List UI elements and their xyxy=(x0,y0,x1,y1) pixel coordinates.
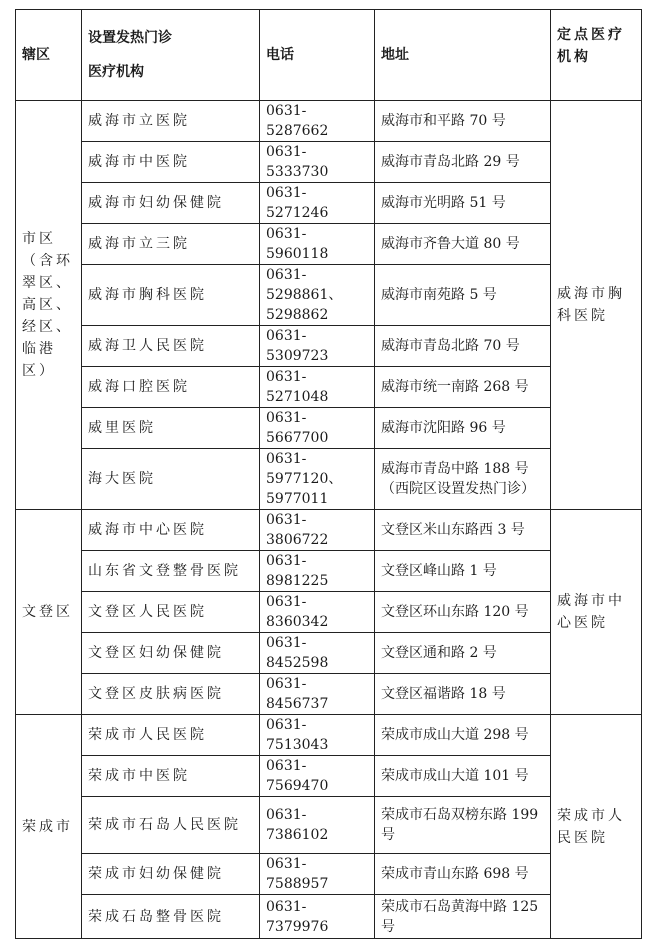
institution-cell: 威海口腔医院 xyxy=(82,367,260,408)
address-cell: 文登区福谐路 18 号 xyxy=(375,674,551,715)
institution-cell: 荣成市妇幼保健院 xyxy=(82,854,260,895)
address-cell: 荣成市成山大道 298 号 xyxy=(375,715,551,756)
phone-cell: 0631-5977120、5977011 xyxy=(260,449,375,510)
district-cell: 荣成市 xyxy=(16,715,82,939)
address-cell: 威海市光明路 51 号 xyxy=(375,183,551,224)
fever-clinic-table xyxy=(15,9,642,939)
phone-cell: 0631-5309723 xyxy=(260,326,375,367)
phone-cell: 0631-7379976 xyxy=(260,895,375,939)
institution-cell: 威海市立三院 xyxy=(82,224,260,265)
table-row xyxy=(16,449,642,510)
header-institution-line2: 医疗机构 xyxy=(88,64,144,80)
address-cell: 威海市青岛北路 29 号 xyxy=(375,142,551,183)
phone-cell: 0631-5333730 xyxy=(260,142,375,183)
header-district: 辖区 xyxy=(16,10,82,101)
table-row xyxy=(16,326,642,367)
institution-cell: 威里医院 xyxy=(82,408,260,449)
phone-cell: 0631-5298861、5298862 xyxy=(260,265,375,326)
institution-cell: 山东省文登整骨医院 xyxy=(82,551,260,592)
institution-cell: 威海卫人民医院 xyxy=(82,326,260,367)
phone-cell: 0631-5271246 xyxy=(260,183,375,224)
table-row xyxy=(16,510,642,551)
address-cell: 荣成市青山东路 698 号 xyxy=(375,854,551,895)
header-designated: 定点医疗机构 xyxy=(551,10,642,101)
header-address: 地址 xyxy=(375,10,551,101)
address-cell: 威海市齐鲁大道 80 号 xyxy=(375,224,551,265)
phone-cell: 0631-7513043 xyxy=(260,715,375,756)
address-cell: 文登区米山东路西 3 号 xyxy=(375,510,551,551)
phone-cell: 0631-8981225 xyxy=(260,551,375,592)
institution-cell: 荣成市人民医院 xyxy=(82,715,260,756)
address-cell: 荣成市石岛黄海中路 125 号 xyxy=(375,895,551,939)
institution-cell: 荣成市中医院 xyxy=(82,756,260,797)
table-row xyxy=(16,101,642,142)
phone-cell: 0631-7588957 xyxy=(260,854,375,895)
designated-cell: 荣成市人民医院 xyxy=(551,715,642,939)
table-row xyxy=(16,674,642,715)
table-row xyxy=(16,183,642,224)
table-row xyxy=(16,551,642,592)
institution-cell: 荣成市石岛人民医院 xyxy=(82,797,260,854)
table-row xyxy=(16,142,642,183)
phone-cell: 0631-5667700 xyxy=(260,408,375,449)
table-row xyxy=(16,756,642,797)
phone-cell: 0631-3806722 xyxy=(260,510,375,551)
header-phone: 电话 xyxy=(260,10,375,101)
designated-cell: 威海市胸科医院 xyxy=(551,101,642,510)
institution-cell: 威海市中医院 xyxy=(82,142,260,183)
phone-cell: 0631-7386102 xyxy=(260,797,375,854)
designated-cell: 威海市中心医院 xyxy=(551,510,642,715)
phone-cell: 0631-8456737 xyxy=(260,674,375,715)
table-row xyxy=(16,224,642,265)
institution-cell: 文登区人民医院 xyxy=(82,592,260,633)
institution-cell: 文登区妇幼保健院 xyxy=(82,633,260,674)
table-row xyxy=(16,265,642,326)
institution-cell: 威海市妇幼保健院 xyxy=(82,183,260,224)
institution-cell: 荣成石岛整骨医院 xyxy=(82,895,260,939)
address-cell: 威海市统一南路 268 号 xyxy=(375,367,551,408)
institution-cell: 威海市胸科医院 xyxy=(82,265,260,326)
table-row xyxy=(16,797,642,854)
institution-cell: 威海市中心医院 xyxy=(82,510,260,551)
table-row xyxy=(16,715,642,756)
header-institution-line1: 设置发热门诊 xyxy=(88,30,172,46)
institution-cell: 文登区皮肤病医院 xyxy=(82,674,260,715)
district-cell: 市区（含环翠区、高区、经区、临港区） xyxy=(16,101,82,510)
table-row xyxy=(16,895,642,939)
table-row xyxy=(16,408,642,449)
address-cell: 文登区环山东路 120 号 xyxy=(375,592,551,633)
table-row xyxy=(16,367,642,408)
address-cell: 威海市南苑路 5 号 xyxy=(375,265,551,326)
address-cell: 威海市和平路 70 号 xyxy=(375,101,551,142)
address-cell: 文登区峰山路 1 号 xyxy=(375,551,551,592)
address-cell: 荣成市石岛双榜东路 199 号 xyxy=(375,797,551,854)
address-cell: 文登区通和路 2 号 xyxy=(375,633,551,674)
institution-cell: 威海市立医院 xyxy=(82,101,260,142)
phone-cell: 0631-8452598 xyxy=(260,633,375,674)
header-row xyxy=(16,10,642,101)
address-cell: 威海市青岛中路 188 号（西院区设置发热门诊） xyxy=(375,449,551,510)
phone-cell: 0631-5287662 xyxy=(260,101,375,142)
header-institution xyxy=(82,10,260,101)
table-row xyxy=(16,854,642,895)
institution-cell: 海大医院 xyxy=(82,449,260,510)
district-cell: 文登区 xyxy=(16,510,82,715)
table-row xyxy=(16,633,642,674)
phone-cell: 0631-8360342 xyxy=(260,592,375,633)
phone-cell: 0631-7569470 xyxy=(260,756,375,797)
address-cell: 荣成市成山大道 101 号 xyxy=(375,756,551,797)
address-cell: 威海市青岛北路 70 号 xyxy=(375,326,551,367)
phone-cell: 0631-5271048 xyxy=(260,367,375,408)
table-row xyxy=(16,592,642,633)
phone-cell: 0631-5960118 xyxy=(260,224,375,265)
address-cell: 威海市沈阳路 96 号 xyxy=(375,408,551,449)
